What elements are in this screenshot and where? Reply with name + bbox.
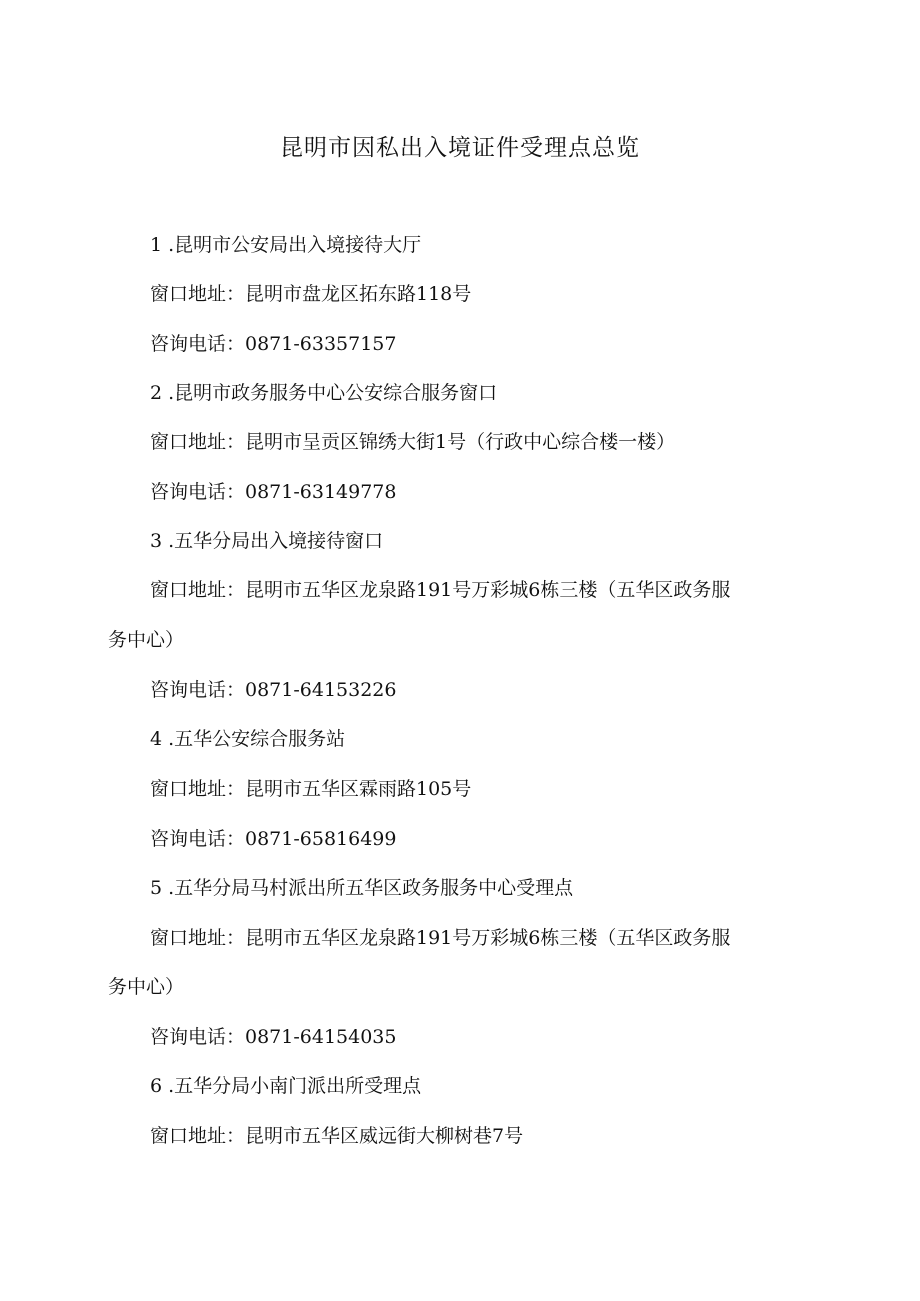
entry-5-heading bbox=[150, 874, 573, 902]
entry-1-address: 窗口地址：昆明市盘龙区拓东路118号 bbox=[150, 283, 472, 305]
entry-3-address-line1: 窗口地址：昆明市五华区龙泉路191号万彩城6栋三楼（五华区政务服 bbox=[150, 579, 731, 601]
entry-3-phone: 咨询电话：0871-64153226 bbox=[150, 679, 397, 701]
entry-3-name: .五华分局出入境接待窗口 bbox=[168, 530, 384, 552]
entry-6-number: 6 bbox=[150, 1075, 163, 1097]
entry-1-name: .昆明市公安局出入境接待大厅 bbox=[168, 234, 422, 256]
entry-5-phone: 咨询电话：0871-64154035 bbox=[150, 1026, 397, 1048]
entry-4-phone: 咨询电话：0871-65816499 bbox=[150, 828, 397, 850]
entry-2-phone: 咨询电话：0871-63149778 bbox=[150, 481, 397, 503]
entry-1-phone: 咨询电话：0871-63357157 bbox=[150, 333, 397, 355]
entry-2-number: 2 bbox=[150, 382, 163, 404]
entry-6-name: .五华分局小南门派出所受理点 bbox=[168, 1075, 422, 1097]
entry-2-address: 窗口地址：昆明市呈贡区锦绣大街1号（行政中心综合楼一楼） bbox=[150, 431, 676, 453]
entry-6-heading bbox=[150, 1072, 421, 1100]
page-title: 昆明市因私出入境证件受理点总览 bbox=[280, 135, 640, 161]
entry-5-address-line1: 窗口地址：昆明市五华区龙泉路191号万彩城6栋三楼（五华区政务服 bbox=[150, 927, 731, 949]
entry-2-heading bbox=[150, 379, 497, 407]
entry-5-address-line2: 务中心） bbox=[108, 976, 185, 998]
entry-1-heading bbox=[150, 231, 421, 259]
entry-3-heading bbox=[150, 527, 383, 555]
entry-3-address-line2: 务中心） bbox=[108, 629, 185, 651]
entry-5-name: .五华分局马村派出所五华区政务服务中心受理点 bbox=[168, 877, 574, 899]
entry-2-name: .昆明市政务服务中心公安综合服务窗口 bbox=[168, 382, 498, 404]
entry-4-name: .五华公安综合服务站 bbox=[168, 728, 346, 750]
entry-6-address: 窗口地址：昆明市五华区威远街大柳树巷7号 bbox=[150, 1125, 524, 1147]
entry-5-number: 5 bbox=[150, 877, 163, 899]
entry-4-number: 4 bbox=[150, 728, 163, 750]
entry-1-number: 1 bbox=[150, 234, 163, 256]
entry-4-heading bbox=[150, 725, 345, 753]
entry-3-number: 3 bbox=[150, 530, 163, 552]
entry-4-address: 窗口地址：昆明市五华区霖雨路105号 bbox=[150, 778, 472, 800]
